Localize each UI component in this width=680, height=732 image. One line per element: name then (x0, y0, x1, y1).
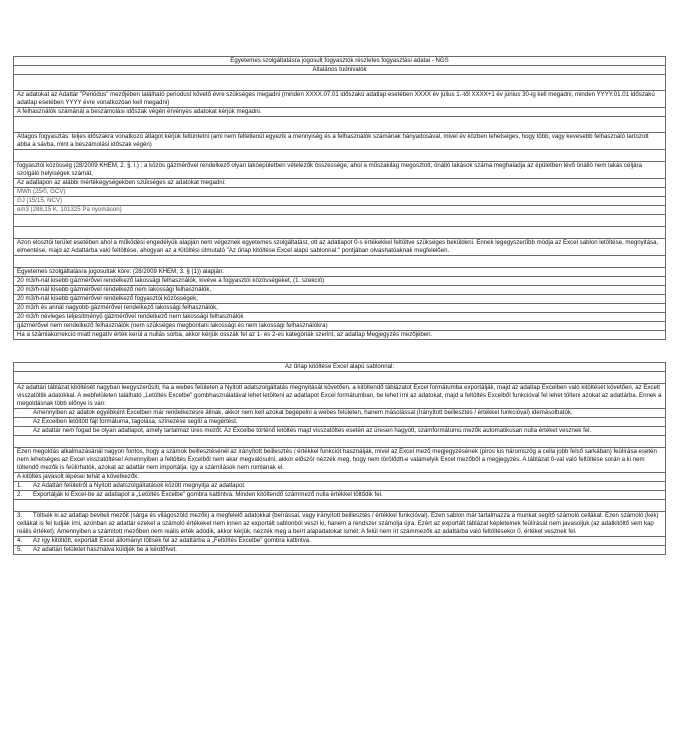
consumer-community-note: fogyasztói közösség (28/2009 KHEM, 2. §. i.) : a közös gázmérővel rendelkező olyan lakóépületben vételezők összessége, ahol a műszakilag megosztott, önálló lakások száma meghaladja az épületben lévő önálló nem lakás céljára szolgáló helyiségek számát, (13, 162, 666, 179)
section-subtitle: Általános tudnivalók (13, 66, 666, 75)
empty-row (13, 215, 666, 227)
step-item: 3. Töltsék ki az adatlap beviteli mezőit (sárga és világoszöld mezők) a megfelelő adatokkal (beírással, vagy irányított beillesztés / értékkel funkcióval). Ezen sablon már tartalmazza a munkat segítő számoló cellákat. Ezen számoló (kék) cellákat is fel tudják írni, azonban az adattár ezeket a számoló értékeket nem innen az exportált sablonból veszi ki, hanem a rendszer számolja újra. Ezért az exportált táblázat képleteinek feülírását nem javasoljuk (az adatkitöltő sem kap reális értéket). Amennyiben a számított mezőben nem reális érték adódik, akkor kérjük, nézzék meg a beírt alapadatokat ismét. A felül nem írt számmezők az adattárba való feltöltésekor 0, értéket vesznek fel. (13, 512, 666, 537)
advantage-item: · Az adattár nem fogad be olyan adatlapot, amely tartalmaz üres mezőt. Az Excelbe történő letöltés majd visszatöltés esetén az üresen hagyott, számformátumú mezők automatikusan nulla értéket vesznek fel. (13, 427, 666, 436)
empty-row (13, 500, 666, 512)
empty-row (13, 75, 666, 91)
units-intro: Az adatlapon az alábbi mértékegységekben szükséges az adatokat megadni: (13, 179, 666, 188)
empty-row (13, 227, 666, 239)
zero-fill-note: Azon elosztói terület esetében ahol a működési engedélyük alapján nem végeznek egyetemes szolgáltatást, ott az adatlapot 0-s értékekkel feltöltve szükséges beküldeni. Ennek legegyszerűbb módja az Excel sablon letöltése, megnyitása, elmentése, majd az Adattárba való feltöltése, ahogyan az a Kitöltési útmutató "Az űrlap kitöltése Excel alapú sablonnal:" pontjában olvashatóaknak megfelelően. (13, 239, 666, 256)
section-title: Az űrlap kitöltése Excel alapú sablonnal: (13, 362, 666, 372)
step-item: 4. Az így kitöltött, exportált Excel állományt töltsék fel az adattárba a „Feltöltés Excelbe" gombra kattintva. (13, 537, 666, 546)
advantage-item: · Az Excelben letöltött fájl formátuma, tagolása, színezése segíti a megértést. (13, 418, 666, 427)
excel-intro: Az adattári táblázat kitöltését nagyban leegyszerűsíti, ha a webes felületen a Nyitott adatszolgáltatás megnyitását követően, a kitöltendő táblázatot Excel formátumba exportálják, majd az adatlap Excelben való kitöltését követően, az Excelt visszatöltik adatokkal. A webfelületen található „Letöltés Excelbe" gombhasználatával lehet letölteni az adatlapot Excel formátumban, be lehet írni az adatokat, majd a feltöltés Excelből funkcióval fel lehet tölteni azokat az adattárba. Ennek a megoldásnak több előnye is van: (13, 384, 666, 409)
empty-row (13, 150, 666, 162)
step-item: 2. Exportálják ki Excel-be az adatlapot a „Letöltés Excelbe" gombra kattintva. Minden kitöltendő számmező nulla értékkel töltődik fel. (13, 491, 666, 500)
sheet-title: Egyetemes szolgáltatásra jogosult fogyasztók részletes fogyasztási adatai - NGS (13, 56, 666, 66)
empty-row (13, 117, 666, 133)
empty-row (13, 372, 666, 384)
eligibility-item: 20 m3/h névleges teljesítményű gázmérővel rendelkező nem lakossági felhasználók (13, 313, 666, 322)
step-item: 5. Az adattári felületet használva küldjék be a kérdőívet. (13, 546, 666, 555)
eligibility-item: gázmérővel nem rendelkező felhasználók (nem szükséges megbontani lakossági és nem lakossági felhasználókra) (13, 322, 666, 331)
steps-intro: A kitöltés javasolt lépései tehát a következők: (13, 473, 666, 482)
eligibility-item: 20 m3/h-nál kisebb gázmérővel rendelkező lakossági felhasználók, kivéve a fogyasztói közösségeket, (1. szekció) (13, 277, 666, 286)
eligibility-item: 20 m3/h-nál kisebb gázmérővel rendelkező fogyasztói közösségek, (13, 295, 666, 304)
empty-row (13, 256, 666, 268)
general-info-table (13, 56, 666, 340)
empty-row (13, 436, 666, 448)
users-note: A felhasználók számánál a beszámolási időszak végén érvényes adatokat kérjük megadni. (13, 108, 666, 117)
unit-row: MWh (25/0, GCV) (13, 188, 666, 197)
eligibility-intro: Egyetemes szolgáltatásra jogosultak köre: (28/2009 KHEM, 3. § (1)) alapján: (13, 268, 666, 277)
average-consumption-note: Átlagos fogyasztás: teljes időszakra vonatkozó átlagot kérjük feltüntetni (ami nem feltétlenül egyezik a mennyiség és a felhasználók számának hányadosával, mivel év közben lehetséges, hogy több, vagy kevesebb felhasználó tartozott abba a sávba, mint a beszámolási időszak végén) (13, 133, 666, 150)
step-item: 1. Az Adattári felületről a Nyitott adatszolgáltatások között megnyitja az adatlapot. (13, 482, 666, 491)
advantage-item: · Amennyiben az adatok egyébként Excelben már rendelkezésre állnak, akkor nem kell azokat begépelni a webes felületen, hanem másolással (Irányított beillesztés / értékkel funkcióval) idemásolhatók. (13, 409, 666, 418)
negative-value-note: Ha a számlakorrekció miatt negatív érték kerül a nullás sorba, akkor kérjük osszák fel az 1- és 2-es kategóriák szerint, az adatlap Megjegyzés mezőjében. (13, 331, 666, 340)
paste-warning: Ezen megoldás alkalmazásánál nagyon fontos, hogy a számok beillesztésénél az irányított beillesztés / értékkel funkciót használják, mivel az Excel mező megjegyzésének (piros kis háromszög a cella jobb felső sarkában) feülírása esetén nem lehetséges az Excel visszatöltése! Amennyiben a feltöltés Excelből nem akar megvalósulni, akkor először nézzék meg, hogy nem törölődtt-e valamelyik Excel mezőből a megjegyzés. A táblázat 0-val való feltöltése során a ki nem töltendő mezők is feülírhatók, azokat az adattár nem importálja, így a számítások nem romlanak el. (13, 448, 666, 473)
eligibility-item: 20 m3/h és annál nagyobb gázmérővel rendelkező lakossági felhasználók, (13, 304, 666, 313)
eligibility-item: 20 m3/h-nál kisebb gázmérővel rendelkező nem lakossági felhasználók, (13, 286, 666, 295)
excel-template-table (13, 362, 666, 555)
unit-row: GJ (15/15, NCV) (13, 197, 666, 206)
unit-row: em3 (288,15 K, 101325 Pa nyomáson) (13, 206, 666, 215)
period-note: Az adatokat az Adattár "Periódus" mezőjében található periodust követő évre szükséges megadni (minden XXXX.07.01 időszakú adatlap esetében XXXX év július 1.-től XXXX+1 év június 30-ig kell megadni, minden YYYY.01.01 időszakú adatlap esetében YYYY évre vonatkozóan kell megadni) (13, 91, 666, 108)
